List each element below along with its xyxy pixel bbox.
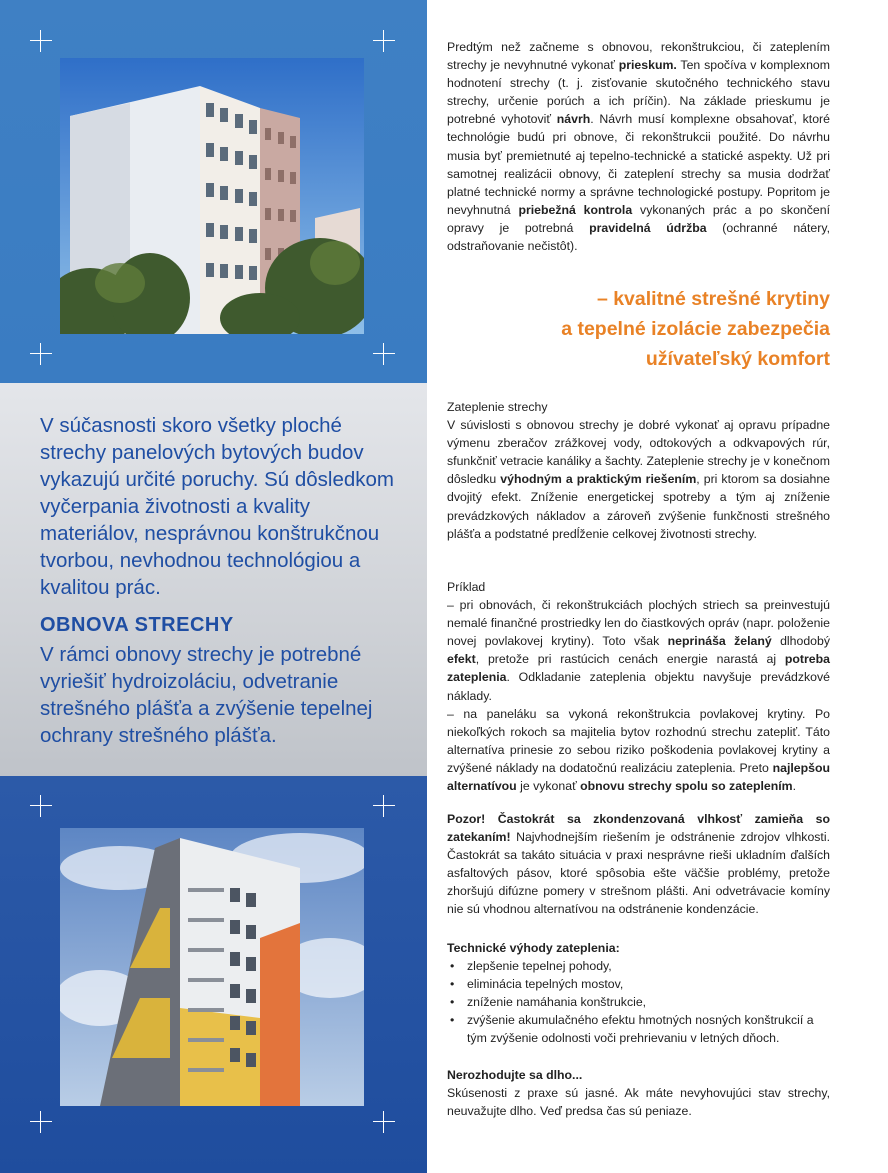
crop-mark-icon (373, 343, 395, 365)
pozor-section (447, 810, 830, 919)
left-column (0, 0, 427, 1173)
building-photo-bottom (60, 828, 364, 1106)
zateplenie-title: Zateplenie strechy (447, 400, 548, 414)
orange-heading-line: – kvalitné strešné krytiny (596, 288, 830, 310)
crop-mark-icon (373, 1111, 395, 1133)
list-item: • zlepšenie tepelnej pohody, (447, 957, 830, 975)
intro-body-paragraph: Predtým než začneme s obnovou, rekonštrukciou, či zateplením strechy je nevyhnutné vykonať prieskum. Ten spočíva v komplexnom hodnotení strechy (t. j. zisťovanie skutočného technického stavu strechy, určenie porúch a ich príčin). Na základe prieskumu je potrebné vyhotoviť návrh. Návrh musí komplexne obsahovať, ktoré technológie budú pri obnove, či rekonštrukcii použité. Do návrhu musia byť premietnuté aj tepelno-technické a statické aspekty. Už pri samotnej realizácii obnovy, či zateplení strechy sa musia dodržať platné technické normy a správne technologické postupy. Popritom je nevyhnutná priebežná kontrola vykonaných prác a po skončení opravy je potrebná pravidelná údržba (ochranné nátery, odstraňovanie nečistôt). (447, 40, 830, 254)
crop-mark-icon (30, 30, 52, 52)
pozor-paragraph: Pozor! Častokrát sa zkondenzovaná vlhkosť zamieňa so zatekaním! Najvhodnejším riešením je odstránenie zdrojov vlhkosti. Častokrát sa takáto situácia v praxi nesprávne rieši ukladním ďalších asfaltových pásov, ktoré spôsobia ešte väčšie problémy, pretože zhoršujú difúzne pomery v strešnom plášti. Ani odvetrávacie komíny nie sú vhodnou alternatívou na odstránenie kondenzácie. (447, 812, 830, 917)
orange-heading-line: a tepelné izolácie zabezpečia (561, 318, 830, 340)
nerozhodujte-paragraph: Skúsenosti z praxe sú jasné. Ak máte nevyhovujúci stav strechy, neuvažujte dlho. Veď predsa čas sú peniaze. (447, 1086, 830, 1119)
list-item: • zvýšenie akumulačného efektu hmotných nosných konštrukcií a tým zvýšenie odolnosti voči prehrievaniu v letných dňoch. (447, 1011, 830, 1047)
intro-paragraph-2: V rámci obnovy strechy je potrebné vyriešiť hydroizoláciu, odvetranie strešného plášťa a zvýšenie tepelnej ochrany strešného plášťa. (40, 643, 373, 747)
crop-mark-icon (373, 795, 395, 817)
intro-paragraph: V súčasnosti skoro všetky ploché strechy panelových bytových budov vykazujú určité poruchy. Sú dôsledkom vyčerpania životnosti a kvality materiálov, nesprávnou konštrukčnou tvorbou, nevhodnou technológiou a kvalitou prác. (40, 414, 394, 599)
nerozhodujte-section (447, 1066, 830, 1120)
zateplenie-paragraph: V súvislosti s obnovou strechy je dobré vykonať aj opravu prípadne výmenu zberačov zrážkovej vody, odtokových a odkvapových rúr, sfunkčniť vetracie kanáliky a šachty. Zateplenie strechy je v konečnom dôsledku výhodným a praktickým riešením, pri ktorom sa dosiahne dvojitý efekt. Zníženie energetickej spotreby a tým aj zníženie prevádzkových nákladov a zároveň zvýšenie funkčnosti strešného plášťa a podstatné predĺženie celkovej životnosti strechy. (447, 418, 831, 541)
crop-mark-icon (30, 1111, 52, 1133)
priklad-title: Príklad (447, 580, 486, 594)
nerozhodujte-title: Nerozhodujte sa dlho... (447, 1068, 583, 1082)
list-item: • eliminácia tepelných mostov, (447, 975, 830, 993)
orange-heading-line: užívateľský komfort (645, 348, 830, 370)
crop-mark-icon (373, 30, 395, 52)
priklad-paragraph-2: – na paneláku sa vykoná rekonštrukcia povlakovej krytiny. Po niekoľkých rokoch sa majitelia bytov rozhodnú strechu zatepliť. Táto alternatíva prinesie zo sebou riziko poškodenia povlakovej krytiny a zvýšené náklady na dodatočnú realizáciu zateplenia. Preto najlepšou alternatívou je vykonať obnovu strechy spolu so zateplením. (447, 706, 830, 794)
orange-heading (447, 284, 830, 374)
building-photo-top (60, 58, 364, 334)
vyhody-title: Technické výhody zateplenia: (447, 941, 620, 955)
priklad-section (447, 578, 830, 795)
zateplenie-section (447, 398, 830, 543)
list-item: • zníženie namáhania konštrukcie, (447, 993, 830, 1011)
section-heading: OBNOVA STRECHY (40, 614, 234, 636)
priklad-paragraph-1: – pri obnovách, či rekonštrukciách plochých striech sa preinvestujú nemalé finančné prostriedky len do čiastkových opráv (napr. položenie novej povlakovej krytiny). Toto však neprináša želaný dlhodobý efekt, pretože pri rastúcich cenách energie narastá aj potreba zateplenia. Odkladanie zateplenia objektu navyšuje prevádzkové náklady. (447, 598, 830, 703)
crop-mark-icon (30, 343, 52, 365)
vyhody-section (447, 939, 830, 1048)
vyhody-list (447, 957, 830, 1047)
crop-mark-icon (30, 795, 52, 817)
